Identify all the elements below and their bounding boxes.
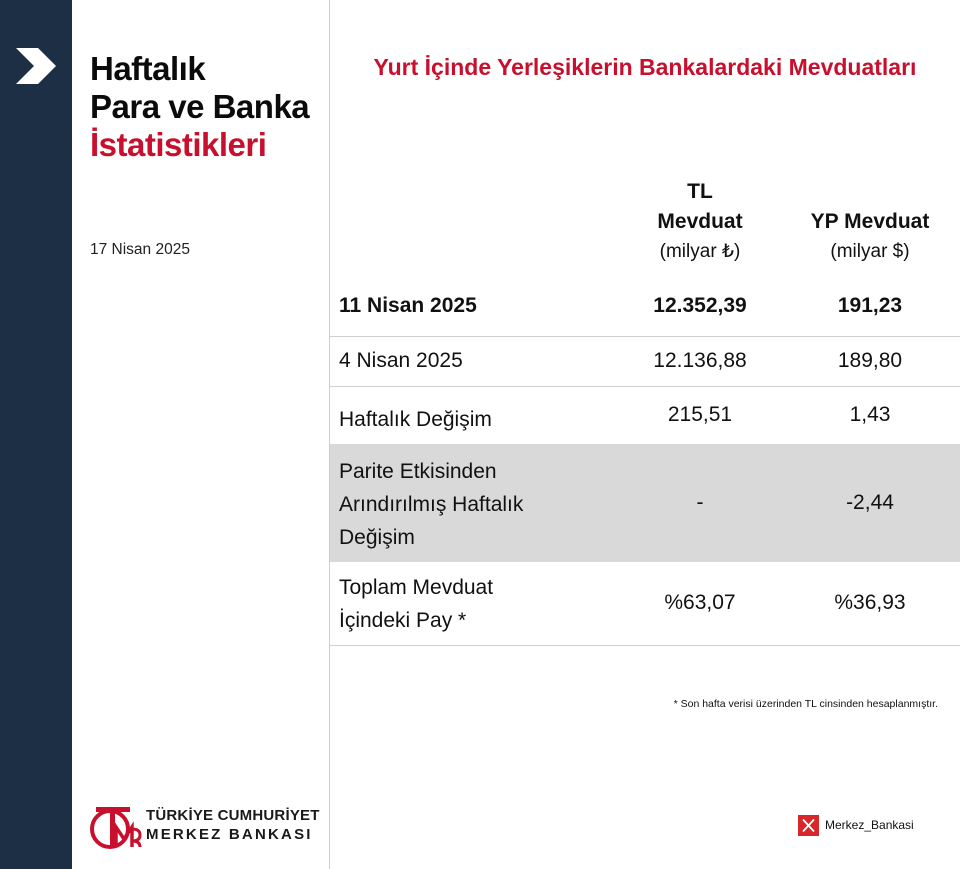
table-row bbox=[330, 337, 960, 387]
title-line-2: Para ve Banka bbox=[90, 88, 310, 125]
column-header-tl-unit: (milyar ₺) bbox=[659, 241, 741, 262]
row-yp-value: 1,43 bbox=[849, 403, 891, 426]
title-line-1: Haftalık bbox=[90, 50, 206, 87]
row-yp-value: -2,44 bbox=[846, 491, 894, 514]
social-handle-text: Merkez_Bankasi bbox=[825, 818, 914, 832]
row-label-line-1: Toplam Mevduat bbox=[339, 576, 494, 599]
row-label-line-1: Parite Etkisinden bbox=[339, 460, 497, 483]
row-label bbox=[339, 455, 523, 554]
table-row bbox=[330, 444, 960, 562]
row-label bbox=[339, 571, 493, 637]
row-yp-value: 191,23 bbox=[837, 294, 903, 317]
row-yp-value: 189,80 bbox=[837, 349, 903, 372]
column-header-tl-line-2: Mevduat bbox=[657, 210, 743, 233]
footnote: * Son hafta verisi üzerinden TL cinsinden hesaplanmıştır. bbox=[673, 698, 938, 710]
cbrt-logo bbox=[88, 803, 318, 853]
table-row bbox=[330, 387, 960, 444]
row-label-line-2: Arındırılmış Haftalık bbox=[339, 493, 524, 516]
row-tl-value: 215,51 bbox=[667, 403, 733, 426]
row-tl-value: %63,07 bbox=[664, 591, 736, 614]
row-label: Haftalık Değişim bbox=[339, 408, 492, 431]
page-title bbox=[90, 50, 325, 164]
row-divider bbox=[330, 645, 960, 646]
chevron-right-icon bbox=[16, 48, 56, 84]
logo-text-line-1: TÜRKİYE CUMHURİYET bbox=[146, 807, 320, 824]
row-label: 4 Nisan 2025 bbox=[339, 349, 463, 372]
column-header-yp-unit: (milyar $) bbox=[830, 241, 910, 262]
row-tl-value: 12.352,39 bbox=[653, 294, 747, 317]
table-row bbox=[330, 562, 960, 646]
column-header-yp-line-1: YP Mevduat bbox=[810, 210, 930, 233]
table-row bbox=[330, 284, 960, 337]
tcmb-emblem-icon bbox=[88, 803, 142, 853]
column-header-yp bbox=[790, 207, 950, 267]
row-label-line-3: Değişim bbox=[339, 526, 415, 549]
column-header-tl bbox=[620, 177, 780, 267]
sidebar bbox=[0, 0, 72, 869]
logo-text-line-2: MERKEZ BANKASI bbox=[146, 826, 313, 843]
row-yp-value: %36,93 bbox=[834, 591, 906, 614]
row-tl-value: 12.136,88 bbox=[653, 349, 747, 372]
x-logo-icon bbox=[798, 815, 819, 836]
row-label-line-2: İçindeki Pay * bbox=[339, 609, 467, 632]
table-title: Yurt İçinde Yerleşiklerin Bankalardaki Mevduatları bbox=[373, 54, 917, 80]
report-date: 17 Nisan 2025 bbox=[90, 241, 190, 258]
row-tl-value: - bbox=[696, 491, 704, 514]
column-header-tl-line-1: TL bbox=[687, 180, 713, 203]
row-label: 11 Nisan 2025 bbox=[339, 294, 477, 317]
title-line-3: İstatistikleri bbox=[90, 126, 267, 163]
